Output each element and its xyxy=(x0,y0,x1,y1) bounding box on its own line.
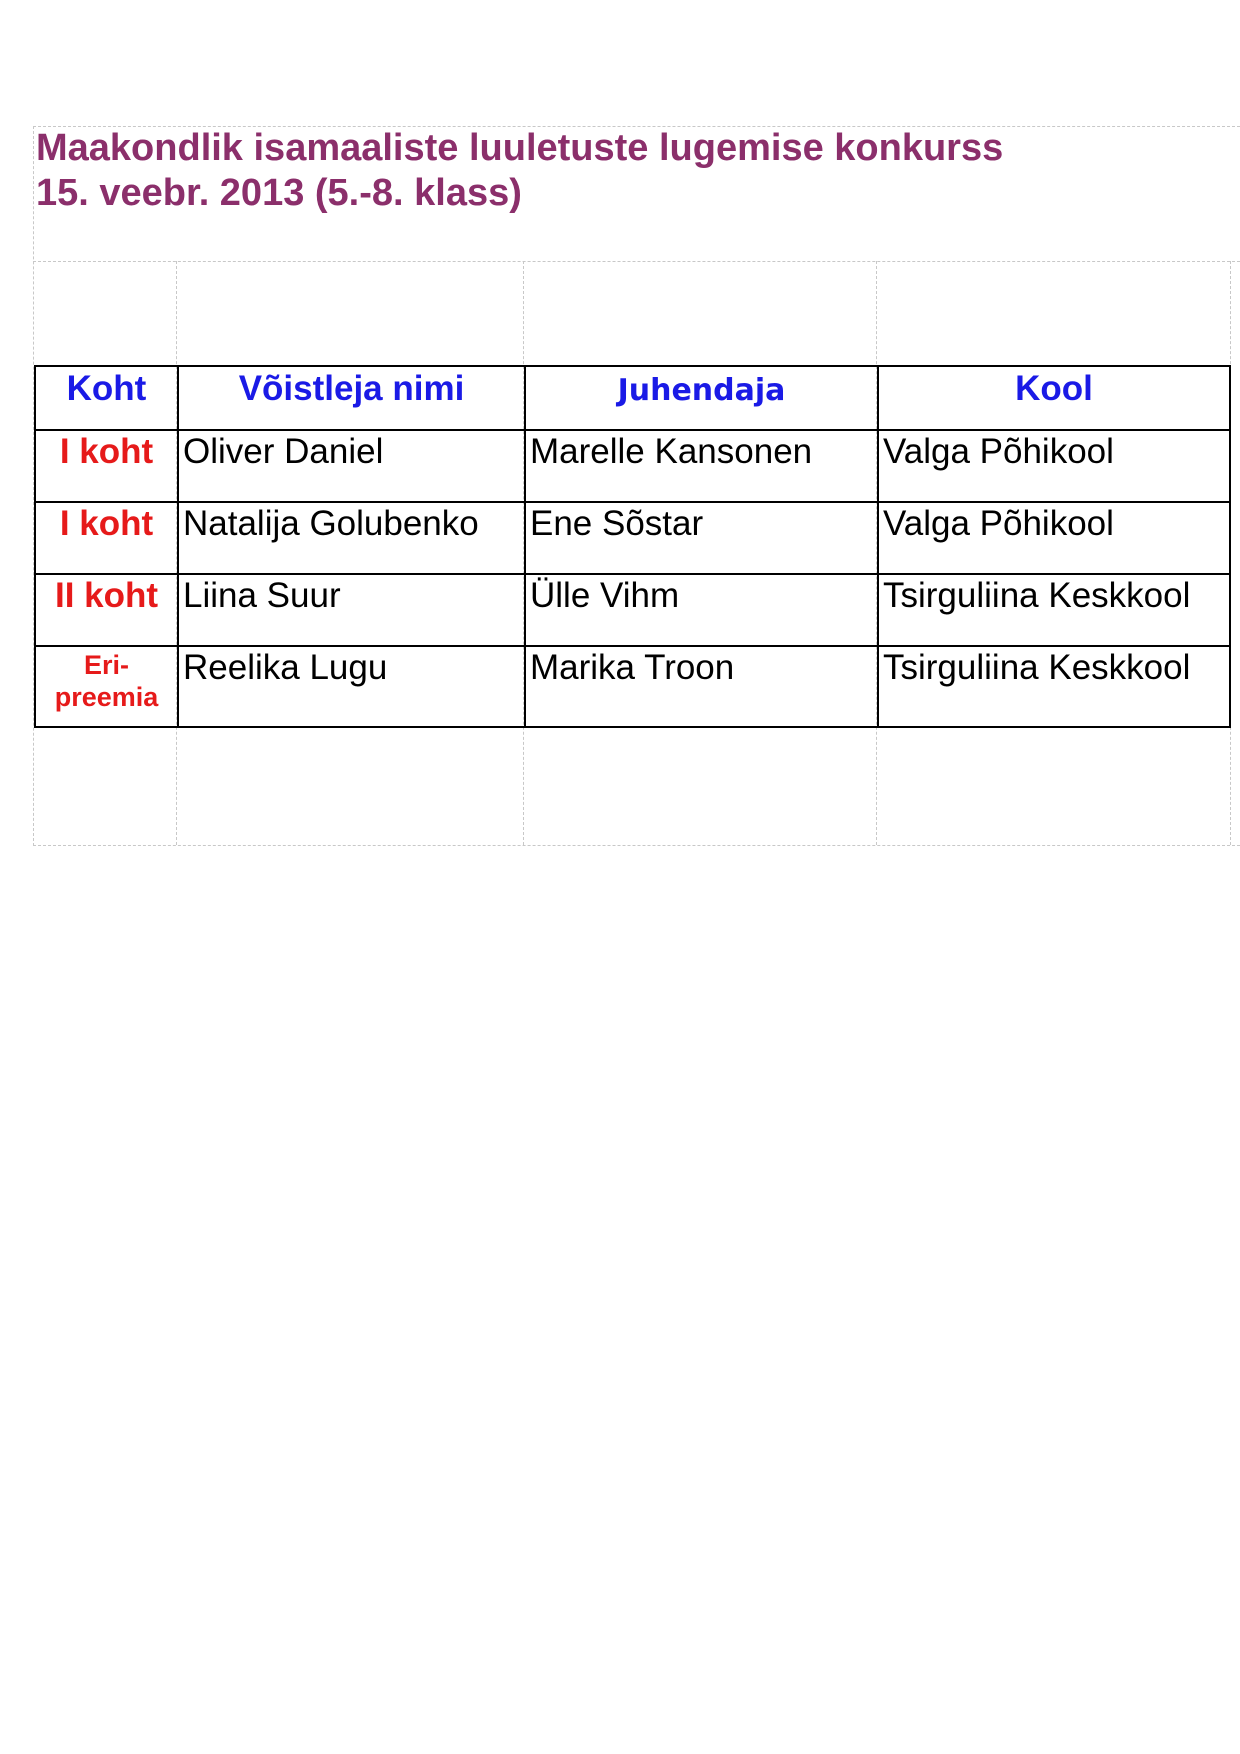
place-cell: I koht xyxy=(35,502,178,574)
header-supervisor: Juhendaja xyxy=(525,366,878,430)
place-cell: Eri-preemia xyxy=(35,646,178,727)
place-cell: II koht xyxy=(35,574,178,646)
contestant-name-cell: Reelika Lugu xyxy=(178,646,525,727)
title-line-2: 15. veebr. 2013 (5.-8. klass) xyxy=(36,172,522,214)
document-title xyxy=(36,126,1003,216)
header-koht: Koht xyxy=(35,366,178,430)
school-cell: Valga Põhikool xyxy=(878,502,1230,574)
contestant-name-cell: Liina Suur xyxy=(178,574,525,646)
place-cell: I koht xyxy=(35,430,178,502)
table-row xyxy=(35,430,1230,502)
results-table xyxy=(34,365,1231,728)
header-contestant-name: Võistleja nimi xyxy=(178,366,525,430)
supervisor-cell: Ülle Vihm xyxy=(525,574,878,646)
title-line-1: Maakondlik isamaaliste luuletuste lugemise konkurss xyxy=(36,127,1004,169)
supervisor-cell: Ene Sõstar xyxy=(525,502,878,574)
table-row xyxy=(35,502,1230,574)
grid-line xyxy=(33,845,1240,846)
table-row xyxy=(35,574,1230,646)
grid-line xyxy=(33,261,1240,262)
supervisor-cell: Marelle Kansonen xyxy=(525,430,878,502)
supervisor-cell: Marika Troon xyxy=(525,646,878,727)
school-cell: Tsirguliina Keskkool xyxy=(878,574,1230,646)
table-row xyxy=(35,646,1230,727)
contestant-name-cell: Oliver Daniel xyxy=(178,430,525,502)
header-school: Kool xyxy=(878,366,1230,430)
school-cell: Tsirguliina Keskkool xyxy=(878,646,1230,727)
school-cell: Valga Põhikool xyxy=(878,430,1230,502)
contestant-name-cell: Natalija Golubenko xyxy=(178,502,525,574)
table-header-row xyxy=(35,366,1230,430)
